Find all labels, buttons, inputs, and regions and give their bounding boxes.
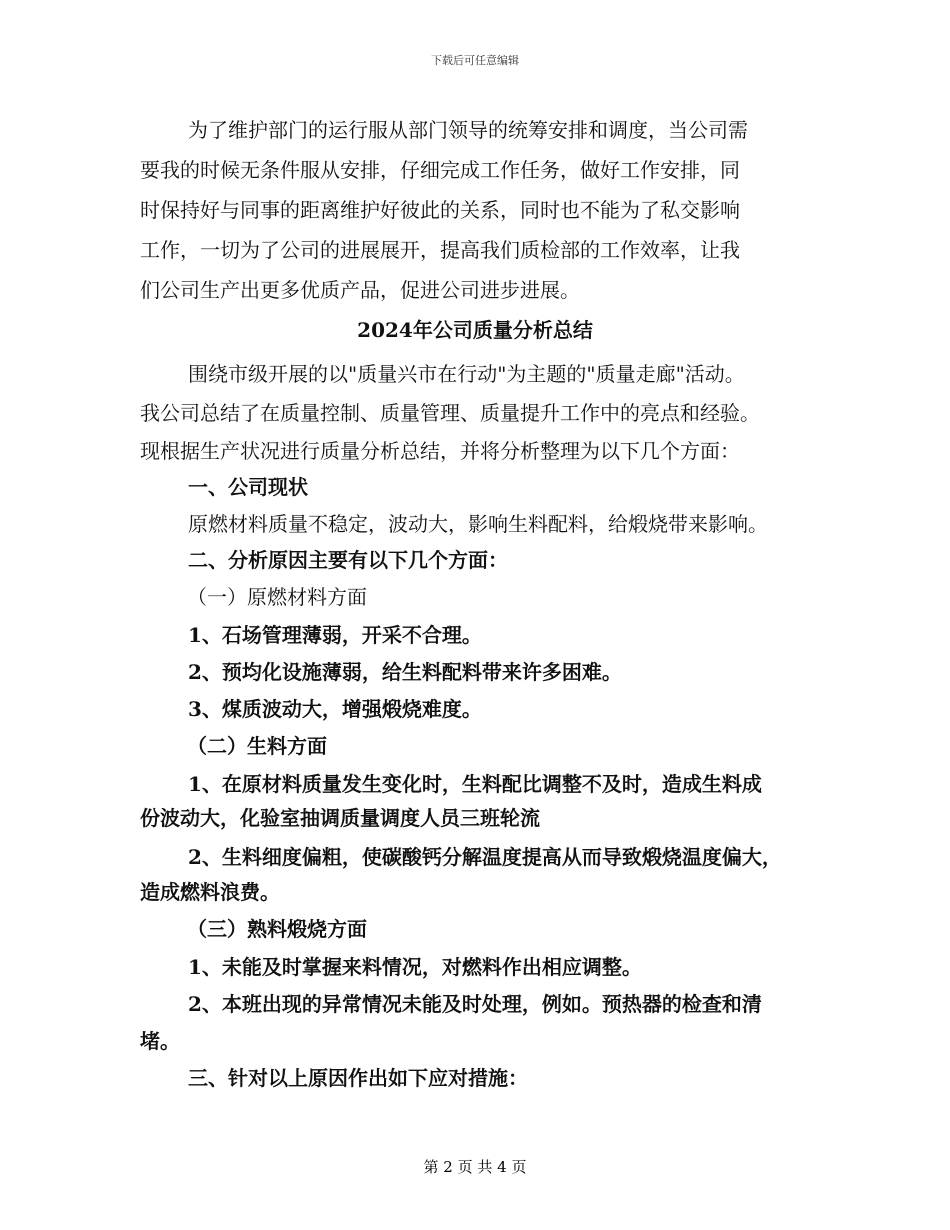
- list-item-b1-line-2: 份波动大，化验室抽调质量调度人员三班轮流: [140, 806, 540, 830]
- subheading-raw-fuel: （一）原燃材料方面: [187, 585, 367, 609]
- list-item-c2-line-2: 堵。: [140, 1029, 180, 1053]
- heading-analysis-causes: 二、分析原因主要有以下几个方面：: [188, 548, 508, 572]
- page-header: 下载后可任意编辑: [431, 54, 519, 67]
- list-item-b2-line-2: 造成燃料浪费。: [140, 880, 280, 904]
- list-item-b2-line-1: 2、生料细度偏粗，使碳酸钙分解温度提高从而导致煅烧温度偏大，: [188, 845, 782, 869]
- page-footer: 第 2 页 共 4 页: [423, 1158, 527, 1176]
- para-line-2: 我公司总结了在质量控制、质量管理、质量提升工作中的亮点和经验。: [140, 401, 760, 425]
- intro-line-2: 要我的时候无条件服从安排，仔细完成工作任务，做好工作安排，同: [140, 158, 740, 182]
- company-status-text: 原燃材料质量不稳定，波动大，影响生料配料，给煅烧带来影响。: [188, 512, 768, 536]
- para-line-1: 围绕市级开展的以"质量兴市在行动"为主题的"质量走廊"活动。: [188, 362, 745, 386]
- heading-countermeasures: 三、针对以上原因作出如下应对措施：: [188, 1066, 528, 1090]
- intro-line-1: 为了维护部门的运行服从部门领导的统筹安排和调度，当公司需: [188, 118, 748, 142]
- section-title: 2024年公司质量分析总结: [357, 318, 593, 342]
- list-item-a2: 2、预均化设施薄弱，给生料配料带来许多困难。: [188, 660, 622, 684]
- list-item-c2-line-1: 2、本班出现的异常情况未能及时处理，例如。预热器的检查和清: [188, 992, 762, 1016]
- list-item-a1: 1、石场管理薄弱，开采不合理。: [188, 623, 482, 647]
- list-item-b1-line-1: 1、在原材料质量发生变化时，生料配比调整不及时，造成生料成: [188, 772, 762, 796]
- subheading-raw-meal: （二）生料方面: [187, 734, 327, 758]
- intro-line-3: 时保持好与同事的距离维护好彼此的关系，同时也不能为了私交影响: [140, 198, 740, 222]
- subheading-clinker: （三）熟料煅烧方面: [187, 917, 367, 941]
- intro-line-5: 们公司生产出更多优质产品，促进公司进步进展。: [140, 278, 580, 302]
- intro-line-4: 工作，一切为了公司的进展展开，提高我们质检部的工作效率，让我: [140, 238, 740, 262]
- heading-company-status: 一、公司现状: [188, 475, 308, 499]
- list-item-c1: 1、未能及时掌握来料情况，对燃料作出相应调整。: [188, 955, 642, 979]
- list-item-a3: 3、煤质波动大，增强煅烧难度。: [188, 697, 482, 721]
- para-line-3: 现根据生产状况进行质量分析总结，并将分析整理为以下几个方面：: [140, 439, 740, 463]
